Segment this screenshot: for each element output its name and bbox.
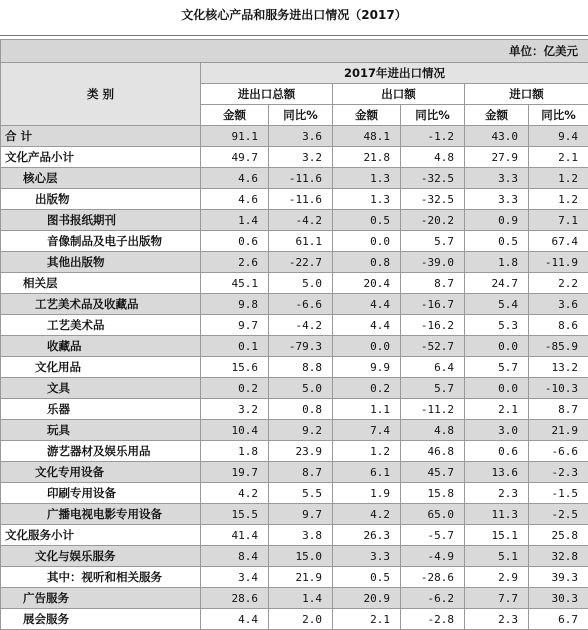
row-value: 2.3 <box>465 483 529 504</box>
table-row <box>1 483 588 504</box>
row-value: 0.2 <box>333 378 401 399</box>
row-value: -6.6 <box>269 294 333 315</box>
row-value: 0.8 <box>269 399 333 420</box>
table-row <box>1 252 588 273</box>
row-category: 出版物 <box>1 189 201 210</box>
row-value: 6.7 <box>529 609 588 630</box>
amount-header: 金额 <box>201 105 269 126</box>
row-value: 15.6 <box>201 357 269 378</box>
row-value: 4.4 <box>333 294 401 315</box>
row-value: 7.7 <box>465 588 529 609</box>
row-value: 30.3 <box>529 588 588 609</box>
row-value: -79.3 <box>269 336 333 357</box>
row-value: 3.8 <box>269 525 333 546</box>
row-category: 文具 <box>1 378 201 399</box>
row-value: 5.7 <box>465 357 529 378</box>
row-value: 61.1 <box>269 231 333 252</box>
row-value: 4.8 <box>401 147 465 168</box>
row-category: 图书报纸期刊 <box>1 210 201 231</box>
row-value: 2.1 <box>529 147 588 168</box>
row-value: 3.4 <box>201 567 269 588</box>
row-value: 7.4 <box>333 420 401 441</box>
row-category: 核心层 <box>1 168 201 189</box>
row-value: -5.7 <box>401 525 465 546</box>
row-value: 1.2 <box>529 189 588 210</box>
row-value: 11.3 <box>465 504 529 525</box>
row-value: 5.0 <box>269 273 333 294</box>
table-body <box>1 126 588 630</box>
row-value: -11.9 <box>529 252 588 273</box>
row-value: 8.7 <box>401 273 465 294</box>
table-row <box>1 168 588 189</box>
row-value: 2.0 <box>269 609 333 630</box>
row-value: 32.8 <box>529 546 588 567</box>
row-value: -11.6 <box>269 189 333 210</box>
row-category: 合 计 <box>1 126 201 147</box>
table-row <box>1 420 588 441</box>
row-value: 2.6 <box>201 252 269 273</box>
row-value: 8.7 <box>269 462 333 483</box>
row-value: -16.7 <box>401 294 465 315</box>
row-value: 0.2 <box>201 378 269 399</box>
row-value: 20.4 <box>333 273 401 294</box>
row-value: -2.5 <box>529 504 588 525</box>
row-value: 19.7 <box>201 462 269 483</box>
row-value: 23.9 <box>269 441 333 462</box>
row-value: 0.5 <box>333 567 401 588</box>
row-value: 2.2 <box>529 273 588 294</box>
row-value: 46.8 <box>401 441 465 462</box>
row-value: -4.9 <box>401 546 465 567</box>
row-value: 3.2 <box>201 399 269 420</box>
amount-header: 金额 <box>465 105 529 126</box>
amount-header: 金额 <box>333 105 401 126</box>
row-value: 21.9 <box>529 420 588 441</box>
table-row <box>1 609 588 630</box>
row-value: 8.4 <box>201 546 269 567</box>
row-value: 0.9 <box>465 210 529 231</box>
row-category: 印刷专用设备 <box>1 483 201 504</box>
export-header: 出口额 <box>333 84 465 105</box>
row-value: 5.0 <box>269 378 333 399</box>
unit-label: 单位：亿美元 <box>1 40 588 63</box>
row-value: 2.9 <box>465 567 529 588</box>
table-row <box>1 126 588 147</box>
yoy-header: 同比% <box>529 105 588 126</box>
total-header: 进出口总额 <box>201 84 333 105</box>
row-value: 1.4 <box>201 210 269 231</box>
row-value: 49.7 <box>201 147 269 168</box>
row-value: 45.1 <box>201 273 269 294</box>
row-value: 15.1 <box>465 525 529 546</box>
row-value: 10.4 <box>201 420 269 441</box>
row-value: 1.8 <box>201 441 269 462</box>
row-value: 28.6 <box>201 588 269 609</box>
row-value: -20.2 <box>401 210 465 231</box>
table-row <box>1 567 588 588</box>
row-value: 1.3 <box>333 168 401 189</box>
row-value: 2.1 <box>333 609 401 630</box>
row-value: 4.2 <box>333 504 401 525</box>
row-value: 25.8 <box>529 525 588 546</box>
row-value: -1.2 <box>401 126 465 147</box>
row-value: -52.7 <box>401 336 465 357</box>
row-value: 0.8 <box>333 252 401 273</box>
row-value: 0.0 <box>333 231 401 252</box>
row-value: 0.6 <box>465 441 529 462</box>
row-category: 展会服务 <box>1 609 201 630</box>
row-value: -2.8 <box>401 609 465 630</box>
row-value: 3.3 <box>465 189 529 210</box>
table-row <box>1 336 588 357</box>
row-value: -4.2 <box>269 210 333 231</box>
row-value: -16.2 <box>401 315 465 336</box>
row-value: 4.6 <box>201 168 269 189</box>
row-category: 文化用品 <box>1 357 201 378</box>
row-value: 6.1 <box>333 462 401 483</box>
row-value: 9.7 <box>269 504 333 525</box>
row-category: 文化产品小计 <box>1 147 201 168</box>
table-row <box>1 294 588 315</box>
row-category: 收藏品 <box>1 336 201 357</box>
row-value: 5.5 <box>269 483 333 504</box>
row-value: 5.7 <box>401 378 465 399</box>
row-value: 5.3 <box>465 315 529 336</box>
row-value: -28.6 <box>401 567 465 588</box>
table-row <box>1 441 588 462</box>
row-value: 9.2 <box>269 420 333 441</box>
row-value: 3.6 <box>529 294 588 315</box>
category-header: 类 别 <box>1 63 201 126</box>
row-value: 7.1 <box>529 210 588 231</box>
row-value: 91.1 <box>201 126 269 147</box>
row-value: 48.1 <box>333 126 401 147</box>
row-category: 文化专用设备 <box>1 462 201 483</box>
row-value: 21.9 <box>269 567 333 588</box>
row-value: 4.4 <box>333 315 401 336</box>
row-value: 4.8 <box>401 420 465 441</box>
row-value: -1.5 <box>529 483 588 504</box>
row-value: 26.3 <box>333 525 401 546</box>
row-value: 3.2 <box>269 147 333 168</box>
row-value: 20.9 <box>333 588 401 609</box>
row-value: 2.1 <box>465 399 529 420</box>
row-value: 13.2 <box>529 357 588 378</box>
yoy-header: 同比% <box>269 105 333 126</box>
table-row <box>1 315 588 336</box>
trade-table <box>0 39 588 630</box>
row-value: 3.0 <box>465 420 529 441</box>
row-category: 广告服务 <box>1 588 201 609</box>
row-category: 文化与娱乐服务 <box>1 546 201 567</box>
row-value: 1.3 <box>333 189 401 210</box>
row-value: 1.8 <box>465 252 529 273</box>
row-value: 1.2 <box>333 441 401 462</box>
row-value: -39.0 <box>401 252 465 273</box>
row-value: 6.4 <box>401 357 465 378</box>
row-category: 文化服务小计 <box>1 525 201 546</box>
table-row <box>1 147 588 168</box>
row-value: 9.9 <box>333 357 401 378</box>
row-value: 15.8 <box>401 483 465 504</box>
row-category: 玩具 <box>1 420 201 441</box>
row-value: 3.3 <box>333 546 401 567</box>
table-row <box>1 504 588 525</box>
row-value: 15.5 <box>201 504 269 525</box>
row-value: 0.5 <box>333 210 401 231</box>
row-value: -22.7 <box>269 252 333 273</box>
row-category: 工艺美术品 <box>1 315 201 336</box>
row-value: 24.7 <box>465 273 529 294</box>
import-header: 进口额 <box>465 84 588 105</box>
table-row <box>1 210 588 231</box>
row-value: 4.6 <box>201 189 269 210</box>
row-value: 5.4 <box>465 294 529 315</box>
row-value: 65.0 <box>401 504 465 525</box>
row-value: 0.0 <box>333 336 401 357</box>
unit-row <box>1 40 588 63</box>
period-header: 2017年进出口情况 <box>201 63 588 84</box>
row-value: -32.5 <box>401 168 465 189</box>
row-value: -6.2 <box>401 588 465 609</box>
row-value: 13.6 <box>465 462 529 483</box>
row-value: 43.0 <box>465 126 529 147</box>
row-value: -4.2 <box>269 315 333 336</box>
row-value: 4.2 <box>201 483 269 504</box>
row-value: 8.7 <box>529 399 588 420</box>
row-value: -85.9 <box>529 336 588 357</box>
row-value: 9.7 <box>201 315 269 336</box>
row-value: 8.8 <box>269 357 333 378</box>
row-value: 21.8 <box>333 147 401 168</box>
row-value: 0.5 <box>465 231 529 252</box>
row-value: -11.2 <box>401 399 465 420</box>
row-value: -11.6 <box>269 168 333 189</box>
table-row <box>1 588 588 609</box>
header-row-1 <box>1 63 588 84</box>
row-value: 9.4 <box>529 126 588 147</box>
table-row <box>1 231 588 252</box>
row-value: 45.7 <box>401 462 465 483</box>
table-row <box>1 189 588 210</box>
row-value: 9.8 <box>201 294 269 315</box>
row-value: 41.4 <box>201 525 269 546</box>
row-value: 8.6 <box>529 315 588 336</box>
yoy-header: 同比% <box>401 105 465 126</box>
row-value: 1.9 <box>333 483 401 504</box>
row-value: 3.3 <box>465 168 529 189</box>
table-row <box>1 378 588 399</box>
row-category: 工艺美术品及收藏品 <box>1 294 201 315</box>
row-value: 0.0 <box>465 378 529 399</box>
row-category: 相关层 <box>1 273 201 294</box>
row-value: 0.1 <box>201 336 269 357</box>
row-value: 5.7 <box>401 231 465 252</box>
row-category: 广播电视电影专用设备 <box>1 504 201 525</box>
row-value: 67.4 <box>529 231 588 252</box>
table-row <box>1 357 588 378</box>
table-row <box>1 273 588 294</box>
row-category: 音像制品及电子出版物 <box>1 231 201 252</box>
row-value: 1.1 <box>333 399 401 420</box>
row-value: 15.0 <box>269 546 333 567</box>
row-value: 2.3 <box>465 609 529 630</box>
row-category: 乐器 <box>1 399 201 420</box>
row-value: 4.4 <box>201 609 269 630</box>
row-category: 其中：视听和相关服务 <box>1 567 201 588</box>
row-value: -32.5 <box>401 189 465 210</box>
table-row <box>1 546 588 567</box>
row-value: 27.9 <box>465 147 529 168</box>
table-row <box>1 525 588 546</box>
row-category: 其他出版物 <box>1 252 201 273</box>
table-row <box>1 399 588 420</box>
row-value: 5.1 <box>465 546 529 567</box>
row-category: 游艺器材及娱乐用品 <box>1 441 201 462</box>
row-value: 0.0 <box>465 336 529 357</box>
row-value: 1.2 <box>529 168 588 189</box>
row-value: 1.4 <box>269 588 333 609</box>
row-value: 3.6 <box>269 126 333 147</box>
row-value: -2.3 <box>529 462 588 483</box>
row-value: 39.3 <box>529 567 588 588</box>
row-value: -6.6 <box>529 441 588 462</box>
table-row <box>1 462 588 483</box>
table-title: 文化核心产品和服务进出口情况（2017） <box>0 0 588 36</box>
row-value: 0.6 <box>201 231 269 252</box>
row-value: -10.3 <box>529 378 588 399</box>
